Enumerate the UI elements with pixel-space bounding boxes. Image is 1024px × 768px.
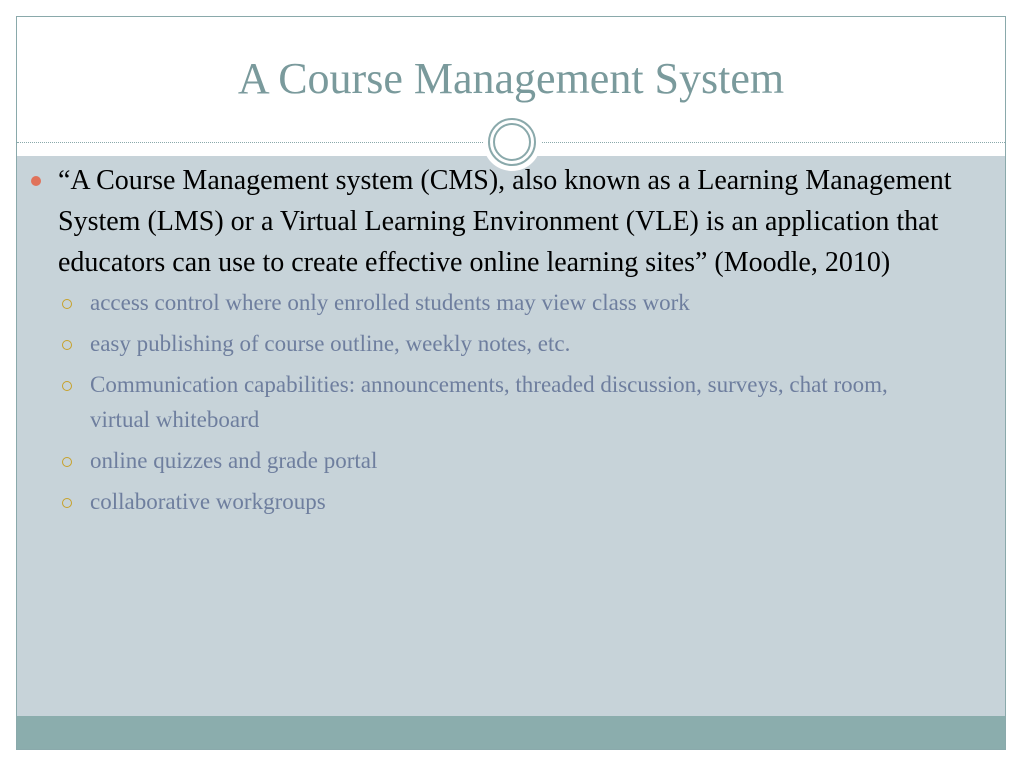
slide-title: A Course Management System (237, 54, 785, 103)
main-bullet-text: “A Course Management system (CMS), also known as a Learning Management System (LMS) or a Virtual Learning Environment (VLE) is an application that educators can use to create effective online learning sites” (Moodle, 2010) (58, 165, 952, 278)
bullet-list (0, 160, 1024, 525)
sub-bullet-text: online quizzes and grade portal (90, 448, 378, 473)
sub-bullet-item (90, 443, 950, 478)
sub-bullet-item (90, 285, 950, 320)
sub-bullet-icon (62, 381, 72, 391)
sub-bullet-text: Communication capabilities: announcements, threaded discussion, surveys, chat room, virtual whiteboard (90, 372, 888, 432)
sub-bullet-item (90, 326, 950, 361)
sub-bullet-text: access control where only enrolled students may view class work (90, 290, 690, 315)
sub-bullet-text: collaborative workgroups (90, 489, 326, 514)
sub-bullet-list (0, 285, 1024, 519)
sub-bullet-icon (62, 340, 72, 350)
sub-bullet-icon (62, 299, 72, 309)
sub-bullet-item (90, 484, 950, 519)
sub-bullet-text: easy publishing of course outline, weekly notes, etc. (90, 331, 571, 356)
sub-bullet-icon (62, 498, 72, 508)
main-bullet-icon (31, 176, 41, 186)
sub-bullet-item (90, 367, 950, 437)
footer-band (17, 716, 1005, 750)
main-bullet-item (58, 160, 958, 283)
sub-bullet-icon (62, 457, 72, 467)
